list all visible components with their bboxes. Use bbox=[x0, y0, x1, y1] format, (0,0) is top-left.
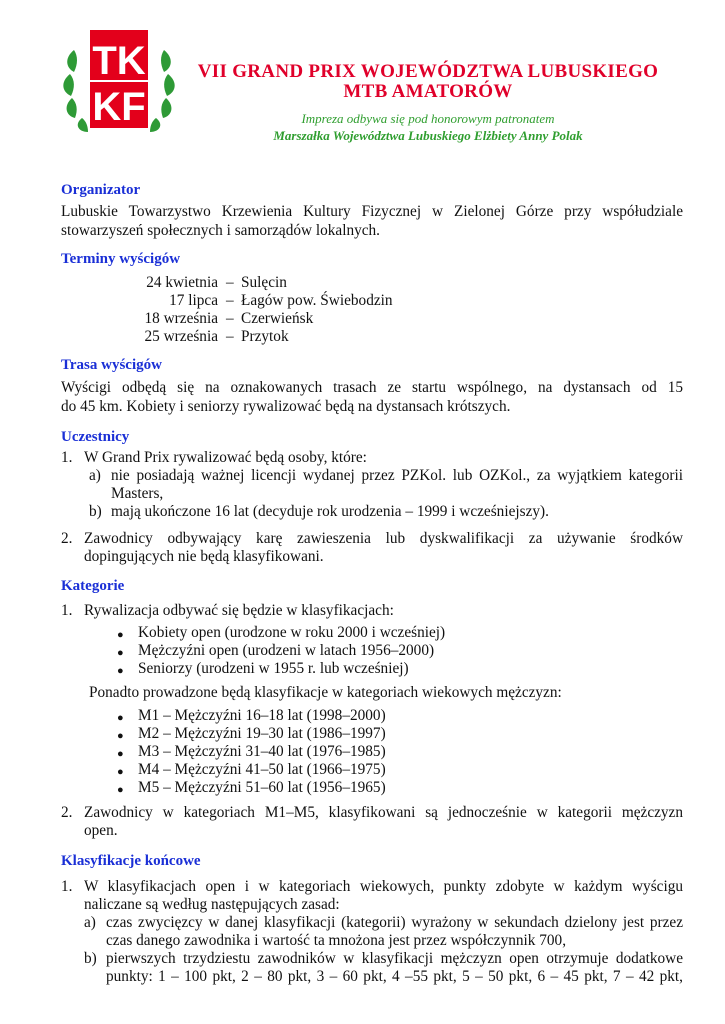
bullet-icon: ● bbox=[117, 784, 124, 796]
list-letter: a) bbox=[84, 914, 96, 931]
patronage-line2: Marszałka Województwa Lubuskiego Elżbiety Anny Polak bbox=[273, 128, 583, 143]
bullet-icon: ● bbox=[117, 712, 124, 724]
race-date: 24 kwietnia bbox=[146, 274, 218, 291]
bullet-icon: ● bbox=[117, 766, 124, 778]
section-heading-klasyfikacje: Klasyfikacje końcowe bbox=[61, 853, 201, 869]
list-number: 2. bbox=[61, 530, 73, 547]
race-dash: – bbox=[226, 310, 234, 327]
open-category-item: Seniorzy (urodzeni w 1955 r. lub wcześniej) bbox=[138, 660, 409, 677]
age-category-item: M5 – Mężczyźni 51–60 lat (1956–1965) bbox=[138, 779, 386, 796]
tkkf-logo bbox=[60, 28, 178, 136]
kategorie-item2-line2: open. bbox=[84, 822, 118, 839]
race-place: Łagów pow. Świebodzin bbox=[241, 292, 393, 309]
klasyfikacje-b-line1: pierwszych trzydziestu zawodników w klasyfikacji mężczyzn open otrzymuje dodatkowe bbox=[106, 950, 683, 967]
trasa-text-line2: do 45 km. Kobiety i seniorzy rywalizować będą na dystansach krótszych. bbox=[61, 398, 511, 415]
uczestnicy-item1b-text: mają ukończone 16 lat (decyduje rok urodzenia – 1999 i wcześniejszy). bbox=[111, 503, 549, 520]
list-number: 1. bbox=[61, 878, 73, 895]
race-dash: – bbox=[226, 292, 234, 309]
uczestnicy-item1a-line2: Masters, bbox=[111, 485, 164, 502]
list-letter: b) bbox=[84, 950, 97, 967]
organizator-text-line1: Lubuskie Towarzystwo Krzewienia Kultury Fizycznej w Zielonej Górze przy współudziale bbox=[61, 203, 683, 220]
section-heading-terminy: Terminy wyścigów bbox=[61, 251, 181, 267]
bullet-icon: ● bbox=[117, 730, 124, 742]
logo-text-bottom: KF bbox=[92, 85, 146, 129]
klasyfikacje-b-line2: punkty: 1 – 100 pkt, 2 – 80 pkt, 3 – 60 pkt, 4 –55 pkt, 5 – 50 pkt, 6 – 45 pkt, 7 – 42 pkt, bbox=[106, 968, 683, 985]
age-category-item: M1 – Mężczyźni 16–18 lat (1998–2000) bbox=[138, 707, 386, 724]
race-place: Przytok bbox=[241, 328, 289, 345]
trasa-text-line1: Wyścigi odbędą się na oznakowanych trasach ze startu wspólnego, na dystansach od 15 bbox=[61, 379, 683, 396]
list-letter: a) bbox=[89, 467, 101, 484]
race-date: 17 lipca bbox=[169, 292, 218, 309]
patronage-line1: Impreza odbywa się pod honorowym patronatem bbox=[301, 111, 555, 126]
logo-text-top: TK bbox=[92, 39, 146, 83]
bullet-icon: ● bbox=[117, 665, 124, 677]
uczestnicy-item1a-line1: nie posiadają ważnej licencji wydanej przez PZKol. lub OZKol., za wyjątkiem kategorii bbox=[111, 467, 683, 484]
section-heading-uczestnicy: Uczestnicy bbox=[61, 429, 130, 445]
race-dash: – bbox=[226, 328, 234, 345]
klasyfikacje-a-line2: czas danego zawodnika i wartość ta mnożona jest przez współczynnik 700, bbox=[106, 932, 567, 949]
list-letter: b) bbox=[89, 503, 102, 520]
section-heading-kategorie: Kategorie bbox=[61, 578, 125, 594]
organizator-text-line2: stowarzyszeń społecznych i samorządów lokalnych. bbox=[61, 222, 381, 239]
race-place: Czerwieńsk bbox=[241, 310, 314, 327]
uczestnicy-item1-text: W Grand Prix rywalizować będą osoby, które: bbox=[84, 449, 367, 466]
race-place: Sulęcin bbox=[241, 274, 287, 291]
age-categories-intro: Ponadto prowadzone będą klasyfikacje w kategoriach wiekowych mężczyzn: bbox=[89, 684, 562, 701]
bullet-icon: ● bbox=[117, 629, 124, 641]
age-category-item: M3 – Mężczyźni 31–40 lat (1976–1985) bbox=[138, 743, 386, 760]
age-category-item: M4 – Mężczyźni 41–50 lat (1966–1975) bbox=[138, 761, 386, 778]
kategorie-item2-line1: Zawodnicy w kategoriach M1–M5, klasyfikowani są jednocześnie w kategorii mężczyzn bbox=[84, 804, 683, 821]
open-category-item: Mężczyźni open (urodzeni w latach 1956–2000) bbox=[138, 642, 435, 659]
race-date: 25 września bbox=[144, 328, 218, 345]
open-category-item: Kobiety open (urodzone w roku 2000 i wcześniej) bbox=[138, 624, 446, 641]
uczestnicy-item2-line2: dopingujących nie będą klasyfikowani. bbox=[84, 548, 324, 565]
race-dash: – bbox=[226, 274, 234, 291]
kategorie-item1-text: Rywalizacja odbywać się będzie w klasyfikacjach: bbox=[84, 602, 394, 619]
list-number: 2. bbox=[61, 804, 73, 821]
section-heading-trasa: Trasa wyścigów bbox=[61, 357, 162, 373]
main-title-line2: MTB AMATORÓW bbox=[343, 81, 513, 102]
list-number: 1. bbox=[61, 449, 73, 466]
uczestnicy-item2-line1: Zawodnicy odbywający karę zawieszenia lub dyskwalifikacji za używanie środków bbox=[84, 530, 683, 547]
klasyfikacje-item1-line2: naliczane są według następujących zasad: bbox=[84, 896, 340, 913]
section-heading-organizator: Organizator bbox=[61, 182, 141, 198]
klasyfikacje-item1-line1: W klasyfikacjach open i w kategoriach wiekowych, punkty zdobyte w każdym wyścigu bbox=[84, 878, 683, 895]
race-date: 18 września bbox=[144, 310, 218, 327]
bullet-icon: ● bbox=[117, 748, 124, 760]
bullet-icon: ● bbox=[117, 647, 124, 659]
list-number: 1. bbox=[61, 602, 73, 619]
klasyfikacje-a-line1: czas zwycięzcy w danej klasyfikacji (kategorii) wyrażony w sekundach dzielony jest przez bbox=[106, 914, 683, 931]
age-category-item: M2 – Mężczyźni 19–30 lat (1986–1997) bbox=[138, 725, 386, 742]
main-title-line1: VII GRAND PRIX WOJEWÓDZTWA LUBUSKIEGO bbox=[197, 61, 659, 82]
